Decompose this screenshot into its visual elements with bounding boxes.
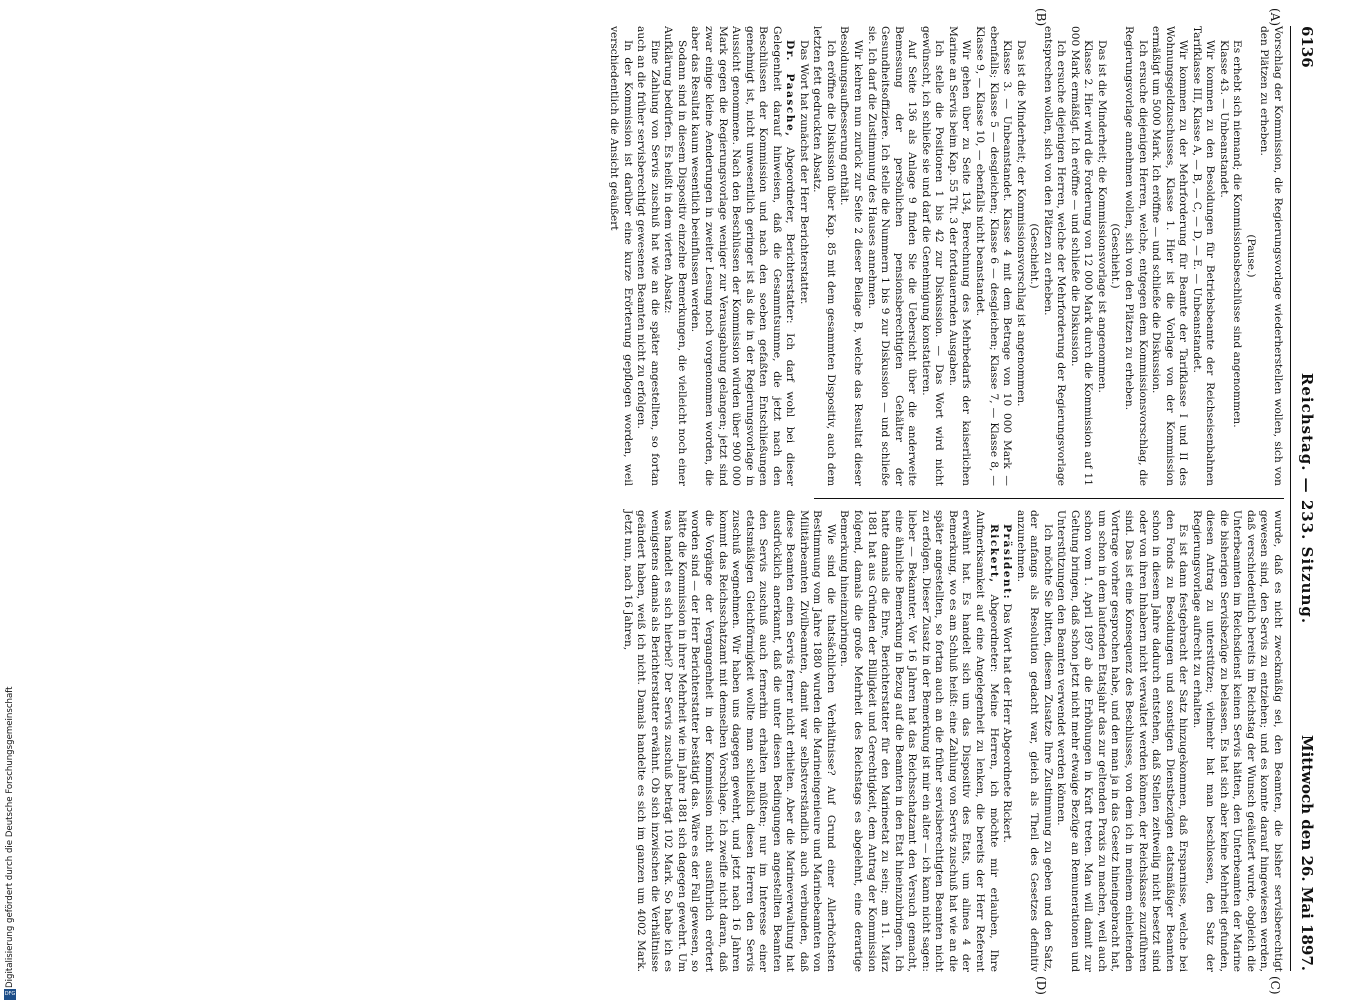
- speech-text: Das Wort hat der Herr Abgeordnete Rickert.: [1001, 603, 1014, 843]
- paragraph: Ich eröffne die Diskussion über Kap. 85 mit dem gesammten Dispositiv, auch dem letzten fett gedruckten Absatz.: [811, 26, 837, 486]
- speaker-name: Präsident:: [1001, 524, 1014, 601]
- dfg-logo: DFG: [4, 989, 16, 1000]
- paragraph: Wir gehen über zu Seite 134, Berechnung des Mehrbedarfs der kaiserlichen Marine an Servis beim Kap. 55 Tit. 3 der fortdauernden Ausgaben.: [946, 26, 973, 486]
- speaker-name: Rickert,: [987, 524, 1000, 584]
- paragraph: Klasse 43. — Unbeanstandet.: [1217, 40, 1230, 198]
- paragraph: Ich stelle die Positionen 1 bis 42 zur Diskussion. — Das Wort wird nicht gewünscht, ich schließe sie und darf die Genehmigung konstatieren.: [919, 26, 946, 486]
- speech-text: Abgeordneter: Meine Herren, ich möchte mir erlauben, Ihre Aufmerksamkeit auf eine Angelegenheit zu lenken, die bereits der Herr Referent erwähnt hat. Es handelt sich um das Dispositiv des Etats, um alinea 4 der Bemerkung, wo es am Schluß heißt: eine Zahlung von Servis zuschuß hat wie an die später angestellten, so fortan auch an die früher servisberechtigten Beamten nicht zu erfolgen. Dieser Zusatz in der Bemerkung ist mir ein alter — ich kann nicht sagen: lieber — Bekannter. Vor 16 Jahren hat das Reichsschatzamt den Versuch gemacht, eine ähnliche Bemerkung in Bezug auf die Beamten in den Etat hineinzubringen. Ich hatte damals die Ehre, Berichterstatter für den Marineetat zu sein; am 11. März 1881 hat aus Gründen der Billigkeit und Gerechtigkeit, dem Antrag der Kommission folgend, damals die große Mehrheit des Reichstags es abgelehnt, eine derartige Bemerkung hineinzubringen.: [838, 510, 1000, 973]
- paragraph: Wie sind die thatsächlichen Verhältnisse? Auf Grund einer Allerhöchsten Bestimmung vom Jahre 1880 wurden die Marineingenieure und Marinebeamten von Militärbeamten Zivilbeamten, damit war selbstverständlich auch verbunden, daß diese Beamten einen Servis ferner nicht erhielten. Aber die Marineverwaltung hat ausdrücklich anerkannt, daß die unter diesen Bedingungen angestellten Beamten den Servis zuschuß auch fernerhin erhalten müßten; nur im Interesse einer etatsmäßigen Gleichförmigkeit wollte man schließlich diesen Herren den Servis zuschuß wegnehmen. Wir haben uns dagegen gewehrt, und jetzt nach 16 Jahren kommt das Reichsschatzamt mit demselben Vorschlage. Ich zweifle nicht daran, daß die Vorgänge der Vergangenheit in der Kommission nicht ausführlich erörtert worden sind — der Herr Berichterstatter bestätigt das. Wäre es der Fall gewesen, so hätte die Kommission in ihrer Mehrheit wie im Jahre 1881 sich dagegen gewehrt. Um was handelt es sich hierbei? Der Servis zuschuß beträgt 102 Mark. So habe ich es wenigstens damals als Berichterstatter erwähnt. Ob sich inzwischen die Verhältnisse geändert haben, weiß ich nicht. Damals handelte es sich im ganzen um 4002 Mark. Jetzt nun, nach 16 Jahren,: [621, 510, 837, 972]
- paragraph: Es erhebt sich niemand; die Kommissionsbeschlüsse sind angenommen.: [1231, 40, 1244, 428]
- speech-paragraph: [688, 26, 796, 486]
- stage-direction: (Geschieht.): [1109, 223, 1122, 289]
- speaker-name: Dr. Paasche,: [784, 40, 797, 138]
- paragraph: Das ist die Minderheit; der Kommissionsvorschlag ist angenommen.: [1014, 40, 1027, 407]
- paragraph: Klasse 2. Hier wird die Forderung von 12 000 Mark durch die Kommission auf 11 000 Mark ermäßigt. Ich eröffne — und schließe die Diskussion.: [1068, 26, 1095, 486]
- stage-direction: (Pause.): [1244, 234, 1257, 278]
- stage-direction: (Geschieht.): [1028, 223, 1041, 289]
- paragraph: Sodann sind in diesem Dispositiv einzelne Bemerkungen, die vielleicht noch einer Aufklärung bedürfen. Es heißt in dem vierten Absatz:: [662, 26, 688, 486]
- credit-text: Digitalisierung gefördert durch die Deutsche Forschungsgemeinschaft: [5, 686, 15, 988]
- speech-paragraph: [837, 510, 1000, 972]
- paragraph: Es ist dann festgebracht der Satz hinzugekommen, daß Ersparnisse, welche bei den Fonds zu Besoldungen und sonstigen Dienstbezügen etatsmäßiger Beamten schon in diesem Jahre dadurch entstehen, daß Stellen zeitweilig nicht besetzt sind oder von ihren Inhabern nicht verwaltet werden können, der Reichskasse zuzuführen sind. Das ist eine Konsequenz des Beschlusses, von dem ich in meinem einleitenden Vortrage vorher gesprochen habe, und den man ja in das Gesetz hineingebracht hat, um schon in dem laufenden Etatsjahr das zur geltenden Praxis zu machen, weil auch schon vom 1. April 1897 ab die Erhöhungen in Kraft treten. Man will damit zur Geltung bringen, daß schon jetzt nicht mehr etwaige Bezüge an Remunerationen und Unterstützungen den Beamten verwendet werden können.: [1055, 510, 1190, 972]
- paragraph: In der Kommission ist darüber eine kurze Erörterung gepflogen worden, weil verschiedentlich die Ansicht geäußert: [608, 26, 634, 486]
- paragraph: Das Wort hat zunächst der Herr Berichterstatter.: [797, 40, 810, 305]
- quotation: Eine Zahlung von Servis zuschuß hat wie an die später angestellten, so fortan auch an die früher servisberechtigt gewesenen Beamten nicht zu erfolgen.: [635, 26, 661, 486]
- running-header: [1292, 26, 1318, 971]
- paragraph: Wir kommen zu den Besoldungen für Betriebsbeamte der Reichseisenbahnen Tarifklasse III, Klasse A, — B, — C, — D, — E. — Unbeanstandet.: [1190, 26, 1217, 486]
- margin-marker-b: (B): [1034, 8, 1048, 27]
- paragraph: Ich ersuche diejenigen Herren, welche, entgegen dem Kommissionsvorschlag, die Regierungsvorlage annehmen wollen, sich von den Plätzen zu erheben.: [1122, 26, 1149, 486]
- margin-marker-c: (C): [1268, 976, 1282, 995]
- header-date: Mittwoch den 26. Mai 1897.: [1298, 734, 1316, 971]
- digitization-credit: [4, 588, 16, 1000]
- header-title: Reichstag. — 233. Sitzung.: [1298, 372, 1316, 625]
- paragraph: Das ist die Minderheit; die Kommissionsvorlage ist angenommen.: [1095, 40, 1108, 393]
- header-rule: [1290, 26, 1291, 971]
- right-column: [621, 510, 1284, 973]
- paragraph: wurde, daß es nicht zweckmäßig sei, den Beamten, die bisher servisberechtigt gewesen sind, den Servis zu entziehen; und es konnte darauf hingewiesen werden, daß verschiedentlich bereits im Reichstag der Wunsch geäußert wurde, obgleich die Unterbeamten im Reichsdienst keinen Servis hätten, den Unterbeamten der Marine die bisherigen Servisbezüge zu belassen. Es hat sich aber keine Mehrheit gefunden, diesen Antrag zu unterstützen; vielmehr hat man beschlossen, den Satz der Regierungsvorlage aufrecht zu erhalten.: [1190, 510, 1284, 972]
- paragraph: Wir kehren nun zurück zur Seite 2 dieser Beilage B, welche das Resultat dieser Besoldungsaufbesserung enthält.: [838, 26, 865, 486]
- rotated-page: [18, 8, 1318, 995]
- paragraph: Wir kommen zu der Mehrforderung für Beamte der Tarifklasse I und II des Wohnungsgeldzuschusses, Klasse 1. Hier ist die Vorlage von der Kommission ermäßigt um 5000 Mark. Ich eröffne — und schließe die Diskussion.: [1150, 26, 1190, 486]
- paragraph: Ich ersuche diejenigen Herren, welche der Mehrforderung der Regierungsvorlage entsprechen wollen, sich von den Plätzen zu erheben.: [1041, 26, 1068, 486]
- paragraph: Ich möchte Sie bitten, diesem Zusatze Ihre Zustimmung zu geben und den Satz, der anfangs als Resolution gedacht war, gleich als Theil des Gesetzes definitiv anzunehmen.: [1014, 510, 1054, 972]
- paragraph: Auf Seite 136 als Anlage 9 finden Sie die Uebersicht über die anderweite Bemessung der persönlichen pensionsberechtigten Gehälter der Gesundheitsoffiziere. Ich stelle die Nummern 1 bis 9 zur Diskussion — und schließe sie. Ich darf die Zustimmung des Hauses annehmen.: [865, 26, 919, 486]
- paragraph: Vorschlag der Kommission, die Regierungsvorlage wiederherstellen wollen, sich von den Plätzen zu erheben.: [1258, 26, 1284, 486]
- margin-marker-d: (D): [1034, 976, 1048, 995]
- column-separator: [814, 498, 1284, 499]
- paragraph: Klasse 3. — Unbeanstandet. Klasse 4 mit dem Betrage von 10 000 Mark — ebenfalls; Klasse 5 — desgleichen; Klasse 6 — desgleichen; Klasse 7, — Klasse 8, — Klasse 9, — Klasse 10, — ebenfalls nicht beanstandet.: [973, 26, 1014, 486]
- speech-paragraph: [1000, 510, 1014, 972]
- page-number: 6136: [1298, 26, 1316, 68]
- margin-marker-a: (A): [1268, 8, 1282, 27]
- left-column: [608, 26, 1284, 486]
- speech-text: Abgeordneter, Berichterstatter: Ich darf wohl bei dieser Gelegenheit darauf hinweisen, daß die Gesammtsumme, die jetzt nach den Beschlüssen der Kommission und nach den soeben gefaßten Entschließungen genehmigt ist, nicht unwesentlich geringer ist als die in der Regierungsvorlage in Aussicht genommene. Nach den Beschlüssen der Kommission würden über 900 000 Mark gegen die Regierungsvorlage weniger zur Verausgabung gelangen; jetzt sind zwar einige kleine Aenderungen in zweiter Lesung noch vorgenommen worden, die aber das Resultat kaum wesentlich beeinflussen werden.: [689, 26, 797, 486]
